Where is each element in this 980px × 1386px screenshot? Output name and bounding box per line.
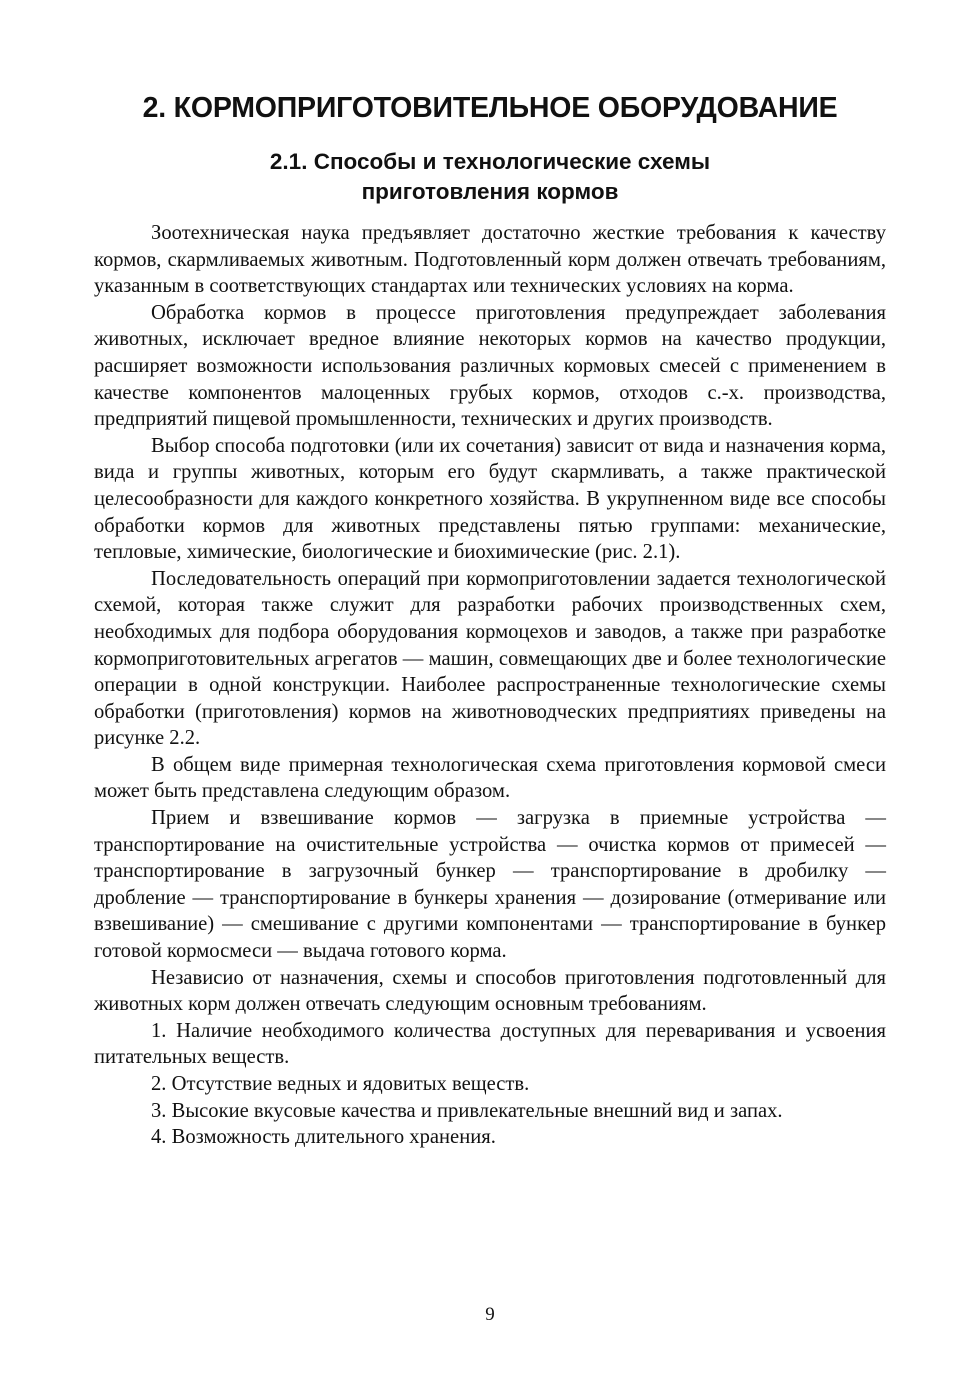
paragraph-general-scheme: В общем виде примерная технологическая схема приготовления кормовой смеси может быть представлена следующим образом. [94,753,886,803]
body-text [94,220,886,1151]
requirement-item: 3. Высокие вкусовые качества и привлекательные внешний вид и запах. [151,1099,783,1122]
section-title-line-1: 2.1. Способы и технологические схемы [269,149,711,174]
paragraph-scheme-steps: Прием и взвешивание кормов — загрузка в приемные устройства — транспортирование на очистительные устройства — очистка кормов от примесей — транспортирование в загрузочный бункер — транспортирование в дробилку — дробление — транспортирование в бункеры хранения — дозирование (отмеривание или взвешивание) — смешивание с другими компонентами — транспортирование в бункер готовой кормосмеси — выдача готового корма. [94,807,886,963]
section-title [94,147,886,207]
paragraph-operation-sequence: Последовательность операций при кормоприготовлении задается технологической схемой, которая также служит для разработки рабочих производственных схем, необходимых для подбора оборудования кормоцехов и заводов, а также при разработке кормоприготовительных агрегатов — машин, совмещающих две и более технологические операции в одной конструкции. Наиболее распространенные технологические схемы обработки (приготовления) кормов на животноводческих предприятиях приведены на рисунке 2.2. [94,567,886,750]
chapter-title: 2. КОРМОПРИГОТОВИТЕЛЬНОЕ ОБОРУДОВАНИЕ [142,92,838,124]
document-page [94,88,886,1151]
paragraph-requirements-intro: Независио от назначения, схемы и способов приготовления подготовленный для животных корм должен отвечать следующим основным требованиям. [94,966,886,1016]
paragraph-processing-benefits: Обработка кормов в процессе приготовления предупреждает заболевания животных, исключает вредное влияние некоторых кормов на качество продукции, расширяет возможности использования различных кормовых смесей с применением в качестве компонентов малоценных грубых кормов, отходов с.-х. производства, предприятий пищевой промышленности, технических и других производств. [94,301,886,431]
requirement-item: 2. Отсутствие ведных и ядовитых веществ. [151,1073,530,1095]
page-number: 9 [485,1304,495,1325]
requirement-item: 4. Возможность длительного хранения. [151,1126,496,1149]
section-title-line-2: приготовления кормов [361,179,619,204]
paragraph-method-choice: Выбор способа подготовки (или их сочетания) зависит от вида и назначения корма, вида и группы животных, которым его будут скармливать, а также практической целесообразности для каждого конкретного хозяйства. В укрупненном виде все способы обработки кормов для животных представлены пятью группами: механические, тепловые, химические, биологические и биохимические (рис. 2.1). [94,434,886,564]
paragraph-quality-requirements: Зоотехническая наука предъявляет достаточно жесткие требования к качеству кормов, скармливаемых животным. Подготовленный корм должен отвечать требованиям, указанным в соответствующих стандартах или технических условиях на корма. [94,222,886,298]
requirement-item: 1. Наличие необходимого количества доступных для переваривания и усвоения питательных веществ. [94,1019,886,1069]
